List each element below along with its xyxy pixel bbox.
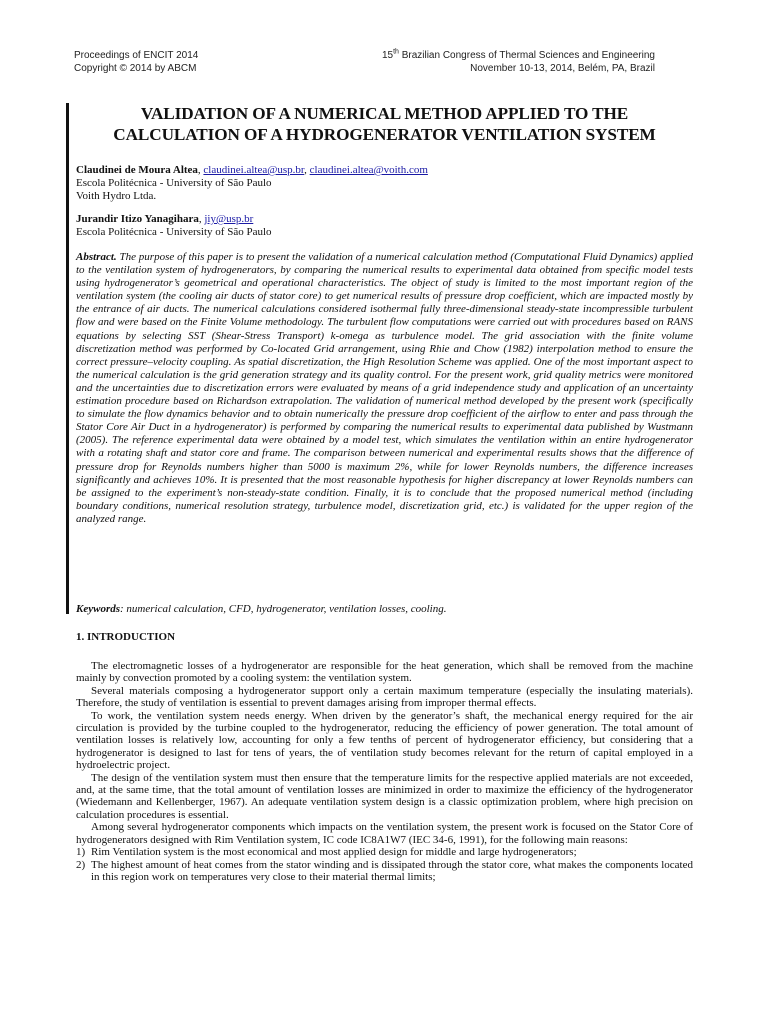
list-text: Rim Ventilation system is the most economical and most applied design for middle and large hydrogenerators;	[91, 846, 577, 859]
congress-ordinal-suffix: th	[393, 48, 399, 56]
keywords	[76, 603, 693, 616]
abstract-label: Abstract.	[76, 251, 117, 263]
author-affiliation: Escola Politécnica - University of São Paulo	[76, 177, 272, 189]
section-heading: 1. INTRODUCTION	[76, 631, 176, 643]
abstract-text: The purpose of this paper is to present the validation of a numerical calculation method (Computational Fluid Dynamics) applied to the ventilation system of hydrogenerators, by comparing the numerical results to experimental data obtained from specific model tests using hydrogenerator’s geometrical and operational characteristics. The object of study is limited to the most important region of the ventilation system (the cooling air ducts of stator core) to get numerical results of pressure drop coefficient, which are impacted mostly by the entrance of air ducts. The numerical calculations considered isothermal fully three-dimensional steady-state incompressible turbulent flow and were based on the Finite Volume methodology. The turbulent flow computations were carried out with procedures based on RANS equations by selecting SST (Shear-Stress Transport) k-omega as turbulence model. The grid association with the finite volume discretization method was performed by Co-located Grid arrangement, using Rhie and Chow (1982) interpolation method to ensure the correct pressure–velocity coupling. As spatial discretization, the High Resolution Scheme was applied. One of the most important aspect to the numerical calculation is the grid generation strategy and its quality control. For the present work, grid quality metrics were monitored and the uncertainties due to discretization errors were evaluated by means of a grid independence study and application of an uncertainty estimation procedure based on Richardson extrapolation. The validation of numerical method developed by the present work (specifically to simulate the flow dynamics behavior and to obtain numerically the pressure drop coefficient of the airflow to enter and pass through the Stator Core Air Duct in a hydrogenerator) is performed by comparing the numerical results to experimental data published by Wustmann (2005). The reference experimental data were obtained by a model test, which simulates the ventilation within an entire hydrogenerator with a rotating shaft and stator core and frame. The comparison between numerical and experimental results shows that the difference of pressure drop for Reynolds numbers higher than 5000 is maximum 2%, while for lower Reynolds numbers, the difference increases significantly and achieves 10%. It is presented that the most reasonable hypothesis for higher discrepancy at lower Reynolds numbers can be assigned to the experiment’s non-steady-state condition. Finally, it is to conclude that the proposed numerical method (including boundary conditions, numerical resolution strategy, turbulence model, discretization grid, etc.) is validated for the upper region of the analyzed range.	[76, 251, 693, 525]
paper-title	[76, 104, 693, 145]
author-email-link[interactable]: jiy@usp.br	[204, 213, 254, 225]
author-line-2	[76, 213, 693, 226]
author-email-link[interactable]: claudinei.altea@usp.br	[203, 164, 305, 176]
running-header-right	[382, 50, 655, 75]
paragraph: Several materials composing a hydrogenerator support only a certain maximum temperature (especially the insulating materials). Therefore, the study of ventilation is essential to prevent damages arising from improper thermal effects.	[76, 684, 693, 710]
separator: ,	[197, 164, 204, 176]
paragraph: The electromagnetic losses of a hydrogenerator are responsible for the heat generation, which shall be removed from the machine mainly by convection promoted by a cooling system: the ventilation system.	[76, 660, 693, 685]
list-number: 2)	[76, 858, 86, 871]
running-header-left	[74, 50, 198, 75]
paragraph: To work, the ventilation system needs energy. When driven by the generator’s shaft, the mechanical energy required for the air circulation is provided by the turbine coupled to the hydrogenerator, reducing the efficiency of power generation. The total amount of ventilation losses is relatively low, accounting for only a few tenths of percent of hydrogenerator efficiency, but considering that a hydrogenerator is designed to last for tens of years, the of ventilation study becomes relevant for the return of capital employed in a hydroelectric project.	[76, 709, 693, 772]
keywords-text: : numerical calculation, CFD, hydrogenerator, ventilation losses, cooling.	[120, 603, 447, 615]
congress-ordinal: 15	[381, 50, 394, 61]
author-affiliation: Escola Politécnica - University of São Paulo	[76, 226, 272, 238]
margin-bar	[66, 103, 69, 614]
keywords-label: Keywords	[76, 603, 120, 615]
proceedings-line: Proceedings of ENCIT 2014	[74, 50, 199, 61]
introduction-body	[76, 660, 693, 883]
congress-name: Brazilian Congress of Thermal Sciences and Engineering	[398, 50, 655, 61]
abstract	[76, 251, 693, 526]
separator: ,	[198, 213, 205, 225]
author-block-1	[76, 164, 693, 203]
title-line-1: VALIDATION OF A NUMERICAL METHOD APPLIED TO THE	[140, 104, 629, 123]
title-line-2: CALCULATION OF A HYDROGENERATOR VENTILATION SYSTEM	[113, 124, 656, 144]
congress-line	[382, 50, 655, 63]
list-text: The highest amount of heat comes from the stator winding and is dissipated through the stator core, what makes the components located in this region work on temperatures very close to their material thermal limits;	[91, 858, 693, 883]
list-item	[76, 846, 693, 858]
author-affiliation: Voith Hydro Ltda.	[76, 190, 157, 202]
author-line-1	[76, 164, 693, 177]
paragraph: Among several hydrogenerator components which impacts on the ventilation system, the present work is focused on the Stator Core of hydrogenerators designed with Rim Ventilation system, IC code IC8A1W7 (IEC 34-6, 1991), for the following main reasons:	[76, 821, 693, 846]
author-block-2	[76, 213, 693, 239]
separator: ,	[304, 164, 310, 176]
paragraph: The design of the ventilation system must then ensure that the temperature limits for the respective applied materials are not exceeded, and, at the same time, that the total amount of ventilation losses are minimized in order to maximize the efficiency of the hydrogenerator (Wiedemann and Kellenberger, 1967). An adequate ventilation system design is a classic optimization problem, where high precision on calculation procedures is essential.	[76, 771, 693, 821]
author-email-link[interactable]: claudinei.altea@voith.com	[309, 164, 428, 176]
congress-date-line: November 10-13, 2014, Belém, PA, Brazil	[470, 62, 655, 74]
author-name: Claudinei de Moura Altea	[76, 164, 198, 176]
list-number: 1)	[76, 846, 86, 859]
reasons-list	[76, 846, 693, 883]
copyright-line: Copyright © 2014 by ABCM	[74, 62, 197, 74]
list-item	[76, 859, 693, 884]
author-name: Jurandir Itizo Yanagihara	[76, 213, 199, 225]
